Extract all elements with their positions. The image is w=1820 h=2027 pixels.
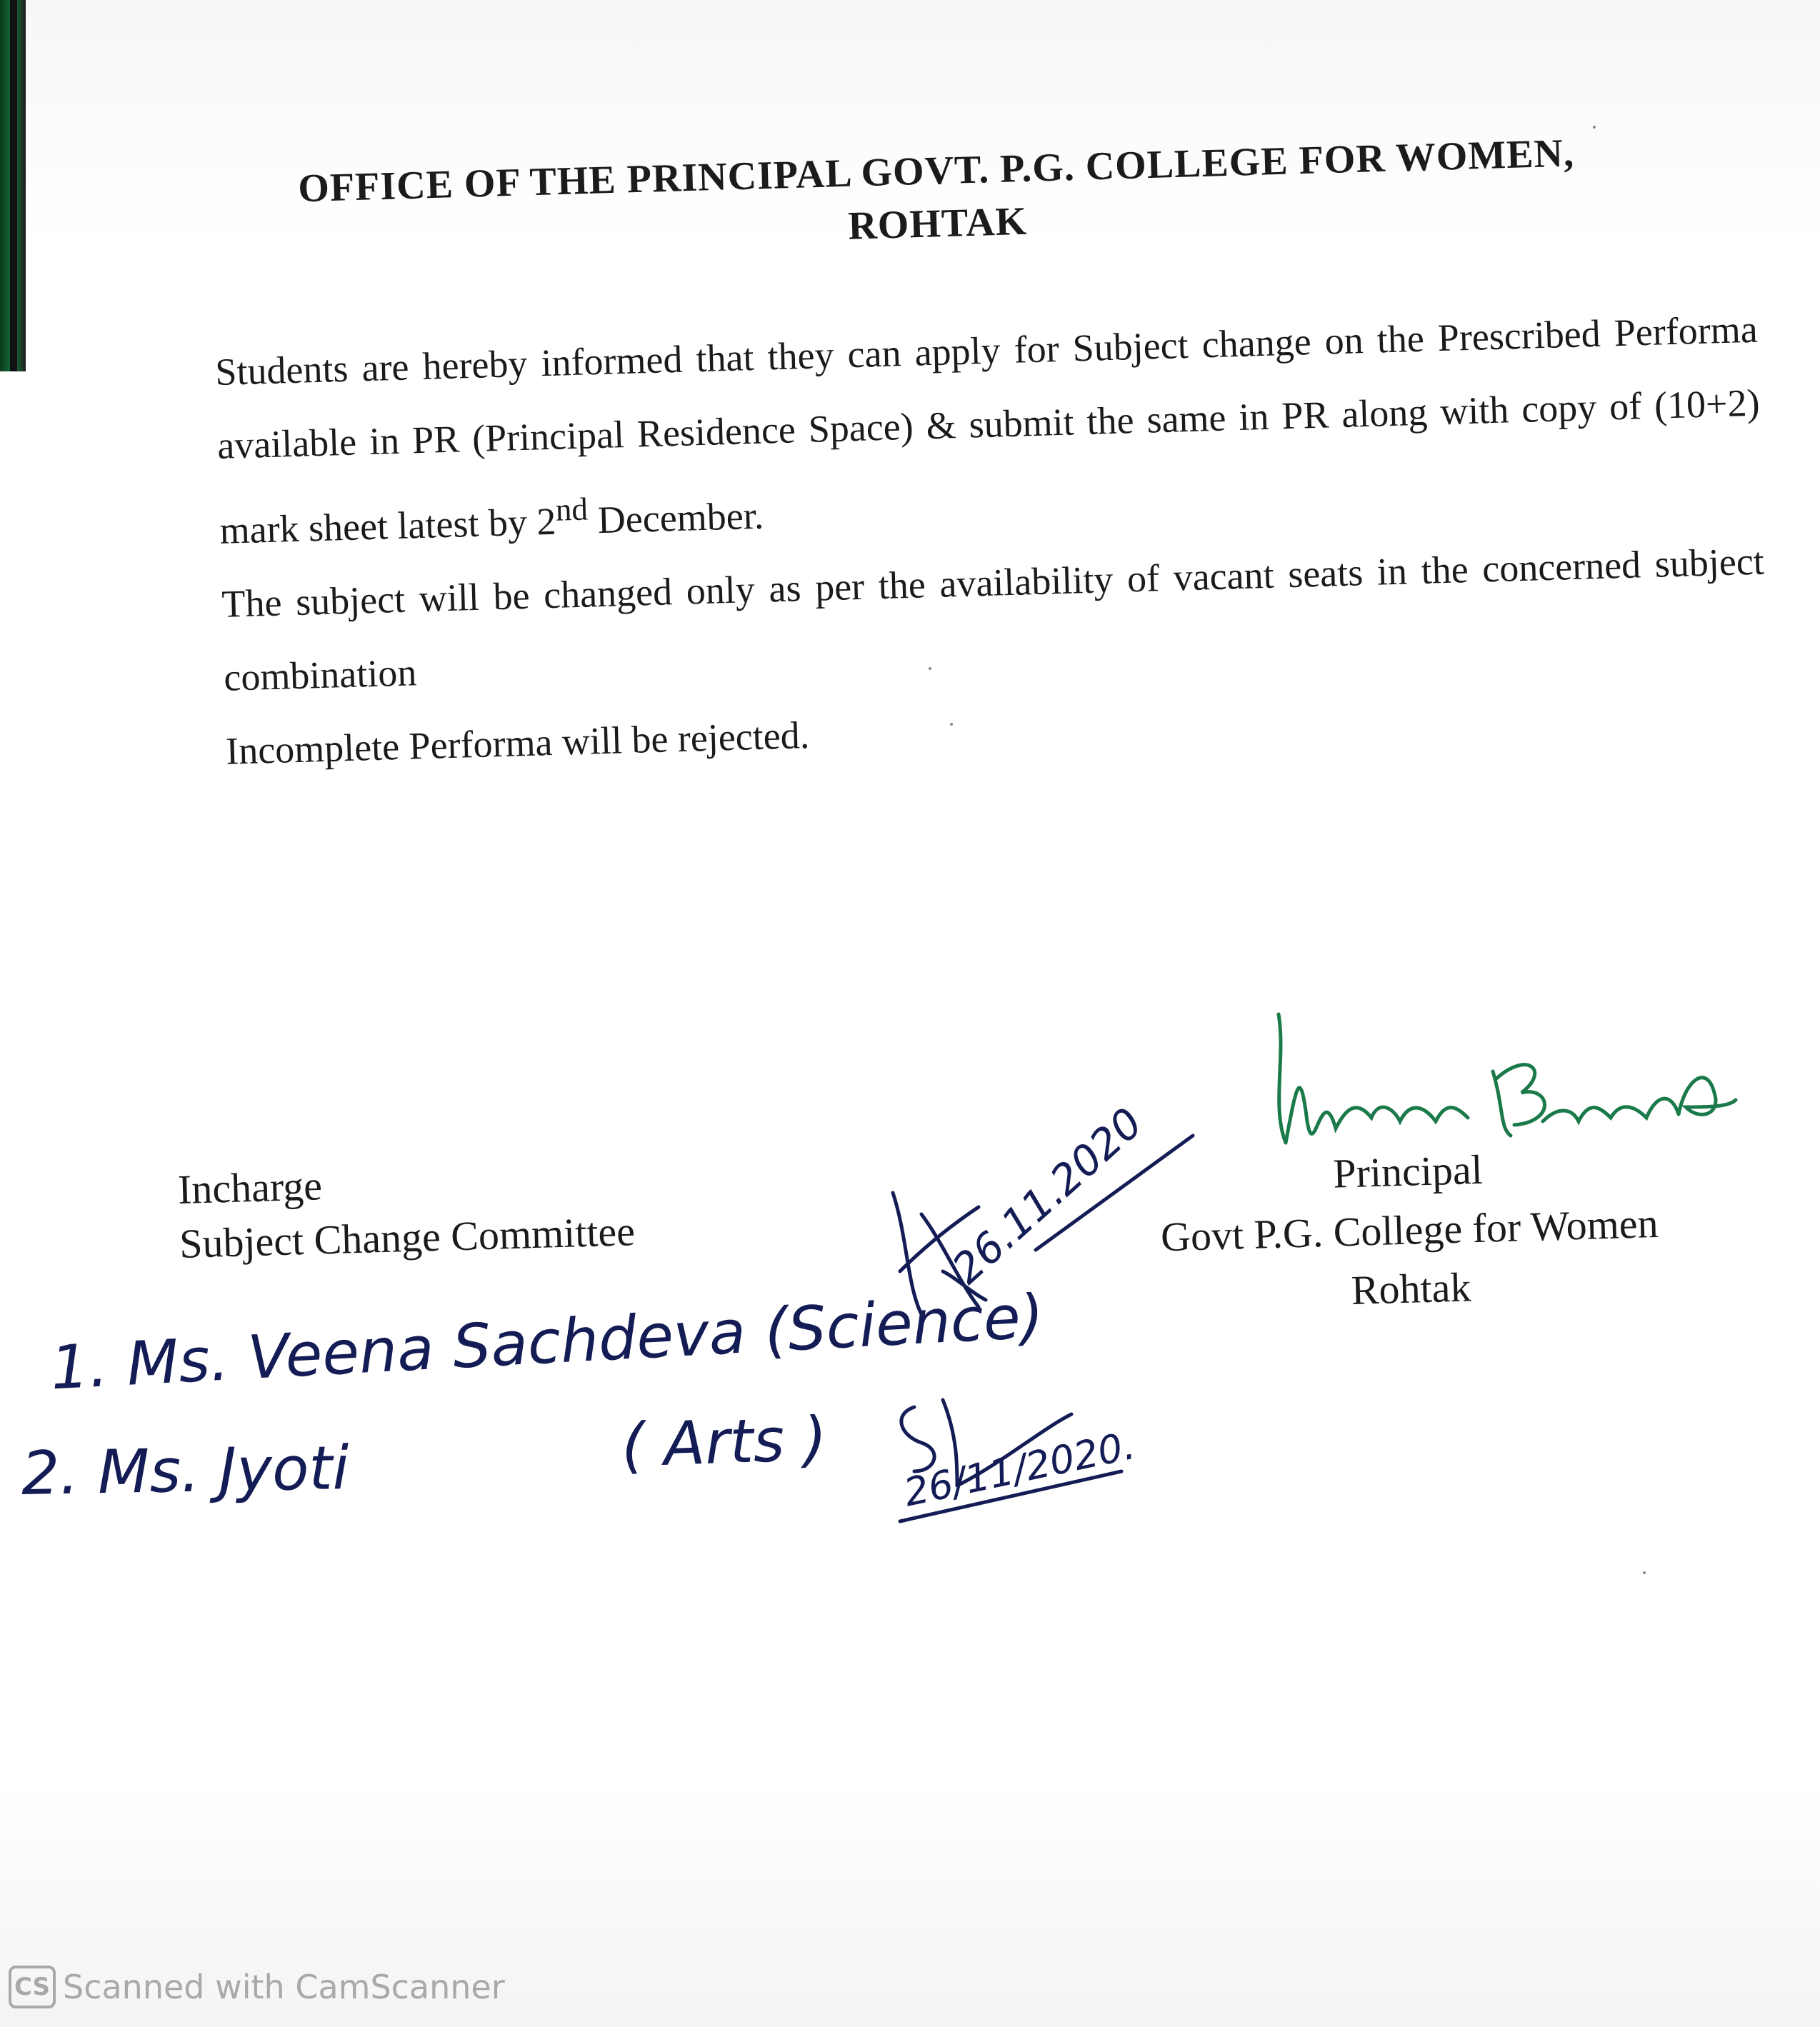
handwritten-member-2: 2. Ms. Jyoti [21, 1433, 350, 1508]
handwritten-date-2: 26/11/2020. [900, 1422, 1139, 1516]
camscanner-logo-icon: CS [9, 1966, 56, 2008]
scan-speck [1643, 1571, 1646, 1574]
principal-city: Rohtak [1350, 1263, 1472, 1313]
member-1-initials [879, 1128, 1207, 1364]
paragraph-1-text: Students are hereby informed that they can apply for Subject change on the Prescribed Performa available in PR (Principal Residence Space) & submit the same in PR along with copy of (10+2) mark sheet latest by 2 [214, 307, 1761, 552]
camscanner-text: Scanned with CamScanner [63, 1968, 505, 2006]
notice-body [214, 293, 1769, 789]
heading-line-1: OFFICE OF THE PRINCIPAL GOVT. P.G. COLLEGE FOR WOMEN, [297, 131, 1575, 211]
handwritten-member-1: 1. Ms. Veena Sachdeva (Science) [49, 1281, 1046, 1403]
paragraph-1-date-text: December. [587, 494, 764, 542]
notice-paragraph-3: Incomplete Performa will be rejected. [225, 713, 810, 773]
scan-speck [950, 723, 953, 726]
notice-heading [229, 125, 1645, 270]
handwritten-member-2-dept: ( Arts ) [620, 1403, 829, 1481]
incharge-title: Incharge [177, 1162, 323, 1213]
heading-line-2: ROHTAK [847, 199, 1028, 249]
incharge-signatory [177, 1150, 636, 1271]
page-edge-shadow [10, 0, 17, 371]
scan-speck [1593, 126, 1596, 129]
ordinal-suffix: nd [555, 491, 589, 528]
scan-speck [929, 667, 931, 670]
committee-name: Subject Change Committee [179, 1208, 636, 1267]
principal-title: Principal [1332, 1146, 1484, 1197]
handwritten-date-1: 26.11.2020 [943, 1098, 1152, 1293]
notice-paragraph-1 [214, 293, 1763, 568]
notice-paragraph-2: The subject will be changed only as per the availability of vacant seats in the concerned subject combination [221, 539, 1765, 699]
camscanner-watermark [9, 1966, 505, 2008]
principal-college: Govt P.G. College for Women [1160, 1199, 1659, 1261]
